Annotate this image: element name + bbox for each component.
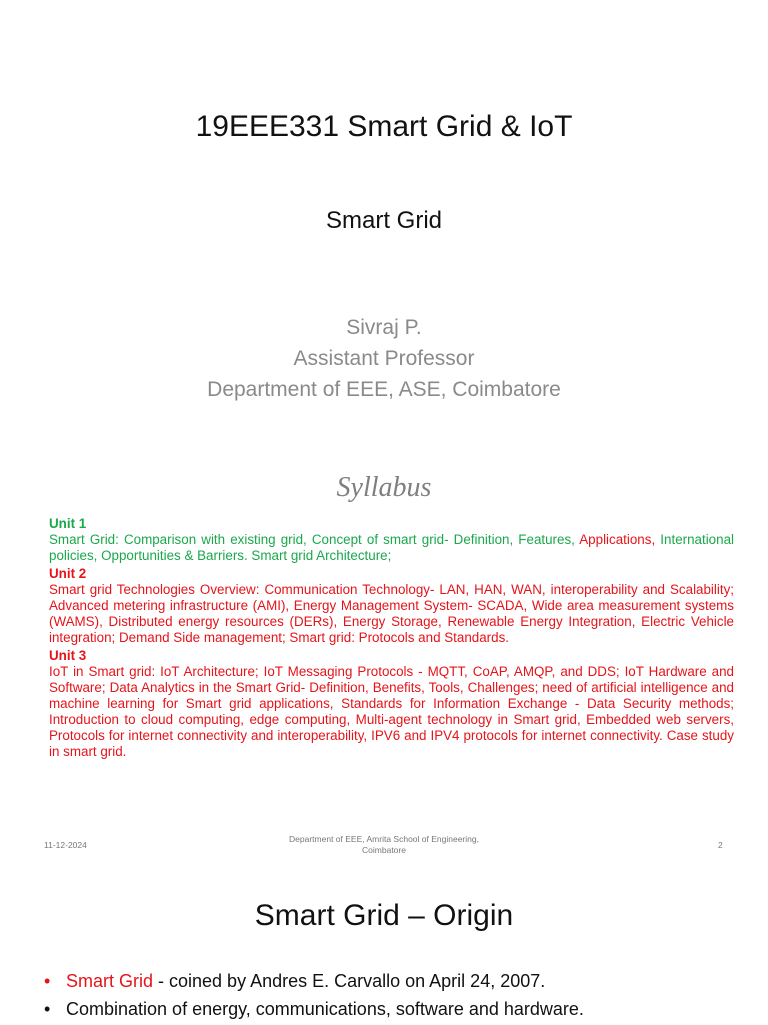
syllabus-content xyxy=(49,516,734,762)
bullet-item xyxy=(44,969,744,997)
footer-date: 11-12-2024 xyxy=(44,840,87,850)
syllabus-title: Syllabus xyxy=(336,472,432,503)
unit1-text-b: International policies, Opportunities & Barriers. Smart grid Architecture; xyxy=(49,532,735,563)
course-title: 19EEE331 Smart Grid & IoT xyxy=(195,110,573,143)
syllabus-slide xyxy=(0,440,768,865)
bullet-dot-icon: • xyxy=(44,999,51,1019)
unit1-text-red: Applications, xyxy=(574,532,656,547)
unit1-body xyxy=(49,532,734,564)
bullet-highlight: Smart Grid xyxy=(66,971,154,991)
bullet-text: Combination of energy, communications, software and hardware. xyxy=(66,999,584,1019)
author-dept: Department of EEE, ASE, Coimbatore xyxy=(207,378,561,401)
footer-line1: Department of EEE, Amrita School of Engineering, xyxy=(289,834,479,844)
origin-title: Smart Grid – Origin xyxy=(254,899,514,932)
title-slide xyxy=(0,0,768,440)
bullet-item xyxy=(44,997,744,1025)
origin-bullets xyxy=(44,969,744,1025)
footer-department xyxy=(268,834,500,856)
course-subtitle: Smart Grid xyxy=(325,207,442,234)
origin-slide xyxy=(0,865,768,1024)
unit2-body: Smart grid Technologies Overview: Communication Technology- LAN, HAN, WAN, interoperability and Scalability; Advanced metering infrastructure (AMI), Energy Management System- SCADA, Wide area measurement systems (WAMS), Distributed energy resources (DERs), Energy Storage, Renewable Energy Integration, Electric Vehicle integration; Demand Side management; Smart grid: Protocols and Standards. xyxy=(49,582,734,645)
author-name: Sivraj P. xyxy=(346,316,422,339)
author-role: Assistant Professor xyxy=(293,347,475,370)
author-block xyxy=(0,312,768,405)
unit1-text-a: Smart Grid: Comparison with existing grid, Concept of smart grid- Definition, Features, xyxy=(49,532,575,547)
bullet-dot-icon: • xyxy=(44,971,51,991)
bullet-text: - coined by Andres E. Carvallo on April 24, 2007. xyxy=(153,971,546,991)
footer-line2: Coimbatore xyxy=(362,845,406,855)
footer-page-number: 2 xyxy=(718,840,723,850)
unit2-heading: Unit 2 xyxy=(49,566,87,581)
unit1-heading: Unit 1 xyxy=(49,516,87,531)
unit3-body: IoT in Smart grid: IoT Architecture; IoT Messaging Protocols - MQTT, CoAP, AMQP, and DDS; IoT Hardware and Software; Data Analytics in the Smart Grid- Definition, Benefits, Tools, Challenges; need of artificial intelligence and machine learning for Smart grid applications, Standards for Information Exchange - Data Security methods; Introduction to cloud computing, edge computing, Multi-agent technology in Smart grid, Embedded web servers, Protocols for internet connectivity and interoperability, IPV6 and IPV4 protocols for internet connectivity. Case study in smart grid. xyxy=(49,664,734,759)
unit3-heading: Unit 3 xyxy=(49,648,87,663)
slide-footer xyxy=(0,834,768,858)
